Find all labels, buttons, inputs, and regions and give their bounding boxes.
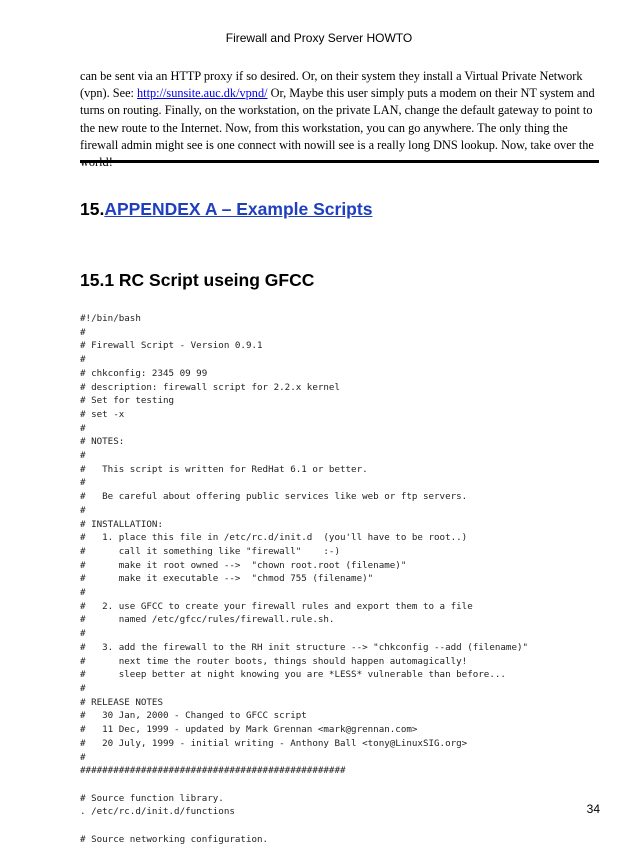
intro-text-before-link: can be sent via an HTTP proxy if so desired. Or, on their system they install a Virtual Private Network (vpn). See:	[80, 69, 583, 101]
page-number: 34	[586, 802, 600, 816]
section-divider	[80, 160, 599, 163]
running-header: Firewall and Proxy Server HOWTO	[225, 31, 413, 45]
appendix-number: 15.	[80, 199, 105, 219]
vpnd-link[interactable]: http://sunsite.auc.dk/vpnd/	[137, 86, 268, 101]
appendix-heading	[80, 199, 372, 220]
section-heading: 15.1 RC Script useing GFCC	[80, 270, 315, 290]
intro-paragraph	[80, 68, 605, 171]
intro-text-after-link: Or, Maybe this user simply puts a modem on their NT system and turns on routing. Finally, on the workstation, on the private LAN, change the default gateway to point to the new route to the Internet. Now, from this workstation, you can go anywhere. The only thing the firewall admin might see is one connect with nowill see is a really long DNS lookup. Now, take over the	[80, 86, 595, 152]
appendix-title-link[interactable]: APPENDEX A – Example Scripts	[104, 199, 373, 219]
rc-script-code-block: #!/bin/bash # # Firewall Script - Version 0.9.1 # # chkconfig: 2345 09 99 # description: firewall script for 2.2.x kernel # Set for testing # set -x # # NOTES: # # This script is written for RedHat 6.1 or better. # # Be careful about offering public services like web or ftp servers. # # INSTALLATION: # 1. place this file in /etc/rc.d/init.d (you'll have to be root..) # call it something like "firewall" :-) # make it root owned --> "chown root.root (filename)" # make it executable --> "chmod 755 (filename)" # # 2. use GFCC to create your firewall rules and export them to a file # named /etc/gfcc/rules/firewall.rule.sh. # # 3. add the firewall to the RH init structure --> "chkconfig --add (filename)" # next time the router boots, things should happen automagically! # sleep better at night knowing you are *LESS* vulnerable than before... # # RELEASE NOTES # 30 Jan, 2000 - Changed to GFCC script # 11 Dec, 1999 - updated by Mark Grennan <mark@grennan.com> # 20 July, 1999 - initial writing - Anthony Ball <tony@LinuxSIG.org> # ################################################ # Source function library. . /etc/rc.d/init.d/functions # Source networking configuration.	[80, 313, 529, 845]
